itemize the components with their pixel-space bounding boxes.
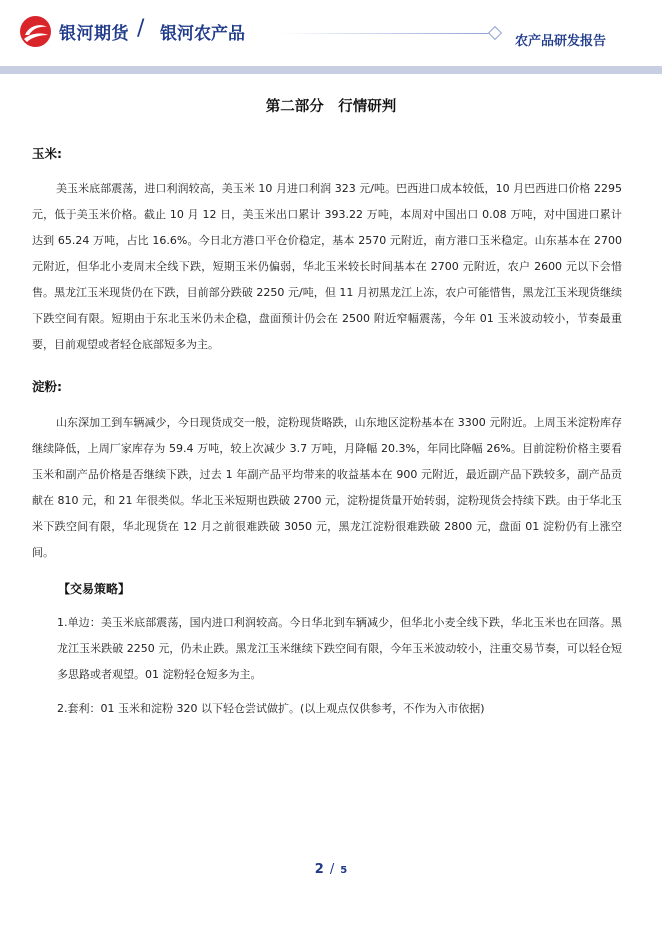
report-type-label: 农产品研发报告 [515,34,607,49]
starch-paragraph: 山东深加工到车辆减少，今日现货成交一般，淀粉现货略跌，山东地区淀粉基本在 3300 元附近。上周玉米淀粉库存继续降低，上周厂家库存为 59.4 万吨，较上次减少 3.7 万吨，月降幅 20.3%，年同比降幅 26%。目前淀粉价格主要看玉米和副产品价格是否继续下跌，过去 1 年副产品平均带来的收益基本在 900 元附近，最近副产品下跌较多，副产品贡献在 810 元，和 21 年很类似。华北玉米短期也跌破 2700 元，淀粉提货量开始转弱，淀粉现货会持续下跌。由于华北玉米下跌空间有限，华北现货在 12 月之前很难跌破 3050 元，黑龙江淀粉很难跌破 2800 元，盘面 01 淀粉仍有上涨空间。 [32,416,622,559]
header-band [0,66,662,74]
brand-subname: 银河农产品 [160,24,245,44]
page-header [0,0,662,74]
page-current: 2 [314,862,324,877]
galaxy-logo-icon [19,15,52,48]
page-total: 5 [340,865,348,876]
strategy-item-single-side: 1.单边：美玉米底部震荡，国内进口利润较高。今日华北到车辆减少，但华北小麦全线下跌，华北玉米也在回落。黑龙江玉米跌破 2250 元，仍未止跌。黑龙江玉米继续下跌空间有限，今年玉米波动较小，注重交易节奏，可以轻仓短多思路或者观望。01 淀粉轻仓短多为主。 [57,616,622,681]
page-separator: / [329,862,335,877]
corn-paragraph: 美玉米底部震荡，进口利润较高，美玉米 10 月进口利润 323 元/吨。巴西进口成本较低，10 月巴西进口价格 2295 元，低于美玉米价格。截止 10 月 12 日，美玉米出口累计 393.22 万吨，本周对中国出口 0.08 万吨，对中国进口累计达到 65.24 万吨，占比 16.6%。今日北方港口平仓价稳定，基本 2570 元附近，南方港口玉米稳定。山东基本在 2700 元附近，但华北小麦周末全线下跌，短期玉米仍偏弱，华北玉米较长时间基本在 2700 元附近，农户 2600 元以下会惜售。黑龙江玉米现货仍在下跌，目前部分跌破 2250 元/吨，但 11 月初黑龙江上冻，农户可能惜售，黑龙江玉米现货继续下跌空间有限。短期由于东北玉米仍未企稳，盘面预计仍会在 2500 附近窄幅震荡，今年 01 玉米波动较小，节奏最重要，目前观望或者轻仓底部短多为主。 [32,182,622,351]
header-divider-line [280,33,490,34]
page-number [0,858,662,877]
corn-heading: 玉米: [32,146,62,161]
strategy-title: 【交易策略】 [58,582,131,596]
brand-separator: / [137,16,145,41]
brand-name: 银河期货 [59,24,129,44]
diamond-icon [488,26,502,40]
starch-heading: 淀粉: [32,379,62,394]
strategy-item-arbitrage: 2.套利：01 玉米和淀粉 320 以下轻仓尝试做扩。(以上观点仅供参考，不作为入市依据) [57,702,485,715]
section-title: 第二部分 行情研判 [265,99,397,115]
